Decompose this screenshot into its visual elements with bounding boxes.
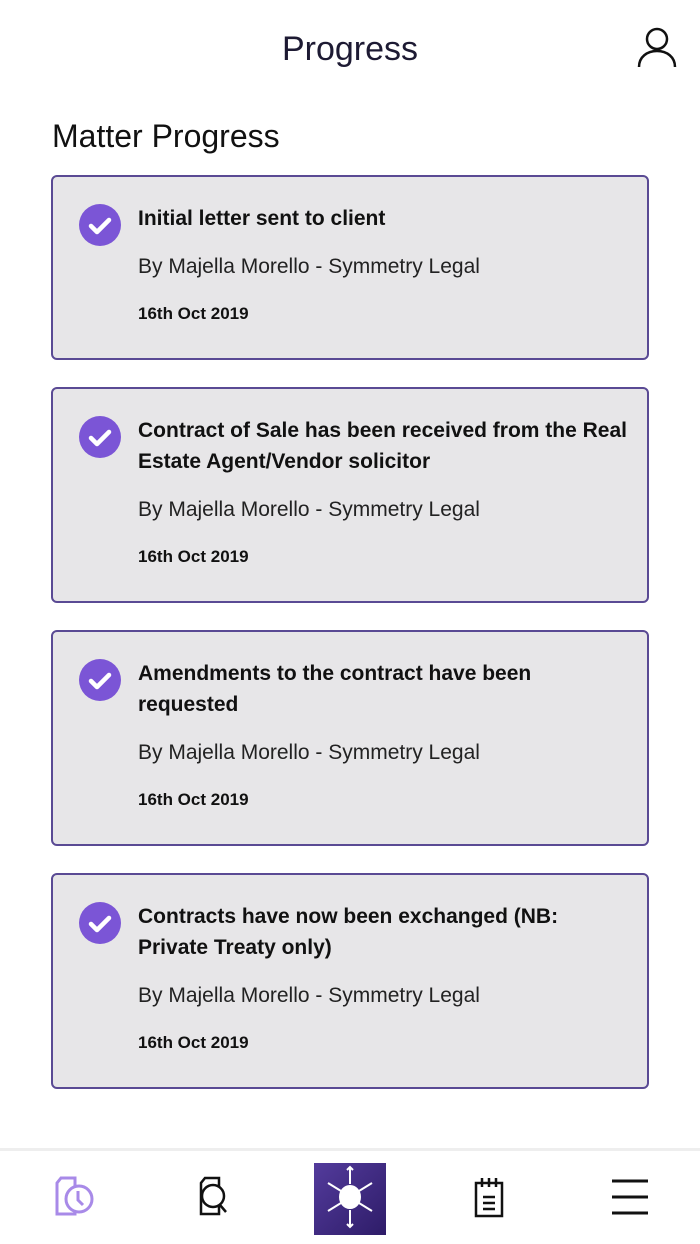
nav-progress-button[interactable] (34, 1163, 106, 1235)
nav-document-search-button[interactable] (174, 1163, 246, 1235)
document-search-icon (187, 1174, 233, 1225)
progress-card (51, 387, 649, 603)
item-author: By Majella Morello - Symmetry Legal (138, 741, 480, 764)
item-date: 16th Oct 2019 (138, 304, 249, 323)
item-title: Amendments to the contract have been requested (138, 662, 532, 716)
menu-icon (611, 1178, 649, 1221)
progress-card (51, 175, 649, 360)
item-author: By Majella Morello - Symmetry Legal (138, 255, 480, 278)
nav-menu-button[interactable] (594, 1163, 666, 1235)
check-circle-icon (79, 416, 121, 458)
item-title: Contract of Sale has been received from the Real Estate Agent/Vendor solicitor (138, 419, 627, 473)
profile-icon[interactable] (636, 26, 678, 70)
check-circle-icon (79, 659, 121, 701)
nav-hub-button[interactable] (314, 1163, 386, 1235)
hub-icon (320, 1164, 380, 1235)
item-date: 16th Oct 2019 (138, 1033, 249, 1052)
item-author: By Majella Morello - Symmetry Legal (138, 984, 480, 1007)
progress-list (51, 175, 649, 1116)
item-author: By Majella Morello - Symmetry Legal (138, 498, 480, 521)
check-circle-icon (79, 204, 121, 246)
nav-notepad-button[interactable] (453, 1163, 525, 1235)
check-circle-icon (79, 902, 121, 944)
header (0, 0, 700, 100)
notepad-icon (473, 1175, 505, 1224)
item-date: 16th Oct 2019 (138, 790, 249, 809)
item-title: Initial letter sent to client (138, 207, 386, 230)
section-title: Matter Progress (52, 118, 280, 154)
progress-icon (45, 1174, 95, 1225)
bottom-nav (0, 1148, 700, 1244)
item-title: Contracts have now been exchanged (NB: Private Treaty only) (138, 905, 559, 959)
progress-card (51, 630, 649, 846)
page-title: Progress (281, 30, 419, 68)
item-date: 16th Oct 2019 (138, 547, 249, 566)
progress-card (51, 873, 649, 1089)
